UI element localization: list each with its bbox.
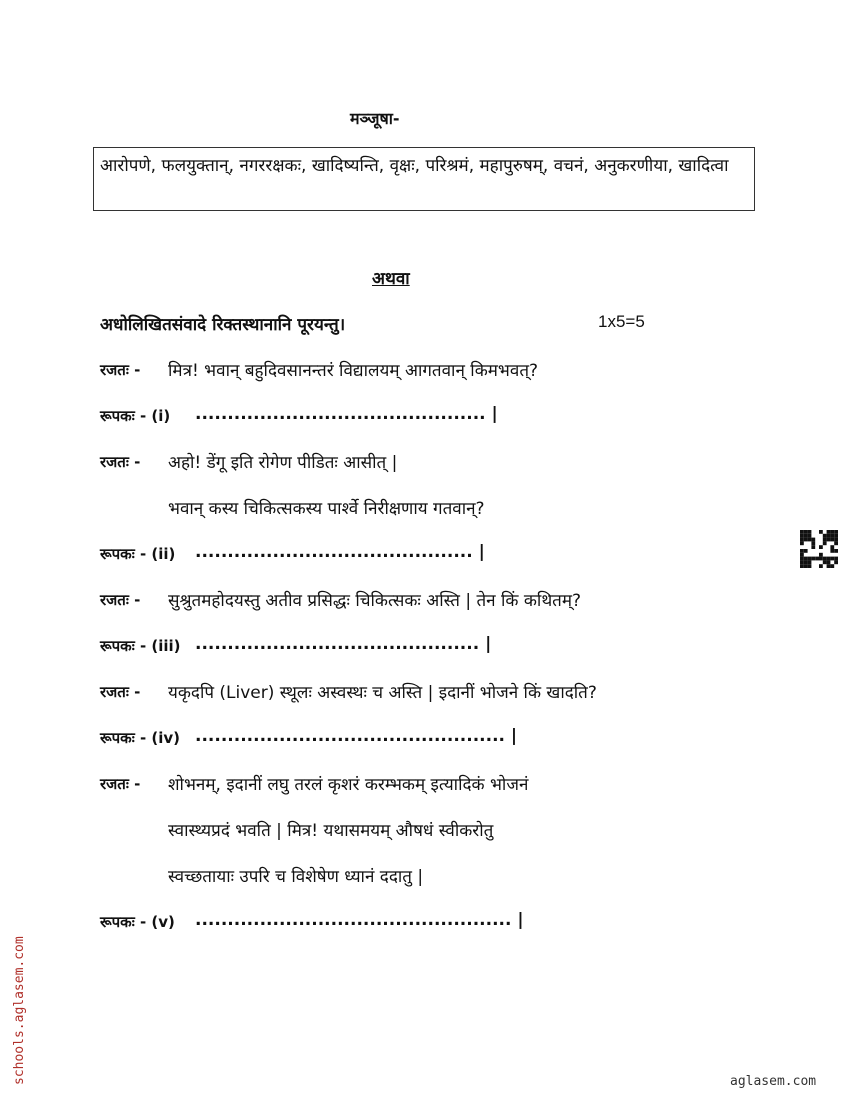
qr-module: [811, 538, 815, 542]
instruction: अधोलिखितसंवादे रिक्तस्थानानि पूरयन्तु।: [100, 315, 346, 335]
qr-module: [819, 530, 823, 534]
speaker-label: रजतः -: [100, 453, 141, 471]
marks: 1x5=5: [598, 312, 645, 331]
manjusha-heading: मञ्जूषा-: [350, 109, 400, 128]
qr-module: [804, 534, 808, 538]
qr-module: [834, 534, 838, 538]
answer-blank: ............................................ |: [195, 634, 492, 654]
qr-module: [834, 560, 838, 564]
qr-module: [823, 534, 827, 538]
qr-module: [808, 534, 812, 538]
speaker-label: रूपकः - (iv): [100, 729, 181, 747]
qr-module: [823, 541, 827, 545]
dialogue-line: शोभनम्, इदानीं लघु तरलं कृशरं करम्भकम् इत्यादिकं भोजनं: [168, 775, 529, 795]
qr-module: [827, 564, 831, 568]
qr-module: [830, 564, 834, 568]
qr-module: [800, 549, 804, 553]
qr-module: [823, 560, 827, 564]
qr-module: [808, 564, 812, 568]
qr-module: [834, 530, 838, 534]
qr-module: [804, 538, 808, 542]
qr-module: [830, 557, 834, 561]
watermark: schools.aglasem.com: [12, 936, 27, 1085]
qr-module: [827, 530, 831, 534]
speaker-label: रूपकः - (iii): [100, 637, 181, 655]
dialogue-line: भवान् कस्य चिकित्सकस्य पार्श्वे निरीक्षणाय गतवान्?: [168, 499, 485, 519]
qr-module: [800, 534, 804, 538]
dialogue-line: स्वच्छतायाः उपरि च विशेषेण ध्यानं ददातु |: [168, 867, 424, 887]
qr-module: [808, 538, 812, 542]
qr-module: [827, 560, 831, 564]
qr-module: [800, 530, 804, 534]
qr-module: [830, 545, 834, 549]
qr-module: [800, 560, 804, 564]
qr-module: [834, 549, 838, 553]
speaker-label: रूपकः - (ii): [100, 545, 176, 563]
answer-blank: ................................................. |: [195, 910, 524, 930]
qr-module: [834, 557, 838, 561]
qr-module: [834, 541, 838, 545]
speaker-label: रजतः -: [100, 591, 141, 609]
dialogue-line: यकृदपि (Liver) स्थूलः अस्वस्थः च अस्ति | इदानीं भोजने किं खादति?: [168, 683, 597, 703]
qr-module: [830, 530, 834, 534]
qr-module: [823, 538, 827, 542]
dialogue-line: अहो! डेंगू इति रोगेण पीडितः आसीत् |: [168, 453, 398, 473]
qr-module: [811, 557, 815, 561]
athava-heading: अथवा: [372, 269, 410, 289]
dialogue-line: सुश्रुतमहोदयस्तु अतीव प्रसिद्धः चिकित्सकः अस्ति | तेन किं कथितम्?: [168, 591, 582, 611]
answer-blank: ........................................... |: [195, 542, 485, 562]
qr-module: [800, 541, 804, 545]
qr-module: [804, 557, 808, 561]
dialogue-line: स्वास्थ्यप्रदं भवति | मित्र! यथासमयम् औषधं स्वीकरोतु: [168, 821, 494, 841]
qr-module: [808, 557, 812, 561]
qr-module: [808, 530, 812, 534]
qr-module: [830, 549, 834, 553]
qr-module: [830, 534, 834, 538]
qr-module: [804, 560, 808, 564]
qr-module: [819, 564, 823, 568]
qr-module: [819, 545, 823, 549]
qr-module: [800, 564, 804, 568]
qr-module: [811, 545, 815, 549]
speaker-label: रजतः -: [100, 361, 141, 379]
qr-module: [830, 538, 834, 542]
qr-module: [808, 560, 812, 564]
qr-module: [827, 538, 831, 542]
speaker-label: रूपकः - (v): [100, 913, 175, 931]
speaker-label: रूपकः - (i): [100, 407, 171, 425]
qr-module: [811, 541, 815, 545]
qr-module: [804, 530, 808, 534]
qr-module: [834, 538, 838, 542]
word-box: आरोपणे, फलयुक्तान्, नगररक्षकः, खादिष्यन्ति, वृक्षः, परिश्रमं, महापुरुषम्, वचनं, अनुकरणीया, खादित्वा: [93, 147, 755, 211]
qr-module: [800, 538, 804, 542]
qr-module: [819, 553, 823, 557]
qr-module: [804, 549, 808, 553]
qr-module: [823, 557, 827, 561]
site-footer: aglasem.com: [730, 1074, 817, 1089]
qr-module: [800, 553, 804, 557]
qr-module: [827, 534, 831, 538]
qr-module: [815, 557, 819, 561]
dialogue-line: मित्र! भवान् बहुदिवसानन्तरं विद्यालयम् आगतवान् किमभवत्?: [168, 361, 539, 381]
qr-module: [804, 564, 808, 568]
answer-blank: ................................................ |: [195, 726, 518, 746]
speaker-label: रजतः -: [100, 683, 141, 701]
qr-code: [800, 530, 838, 568]
speaker-label: रजतः -: [100, 775, 141, 793]
answer-blank: ............................................. |: [195, 404, 498, 424]
qr-module: [827, 557, 831, 561]
qr-module: [819, 557, 823, 561]
qr-module: [800, 557, 804, 561]
